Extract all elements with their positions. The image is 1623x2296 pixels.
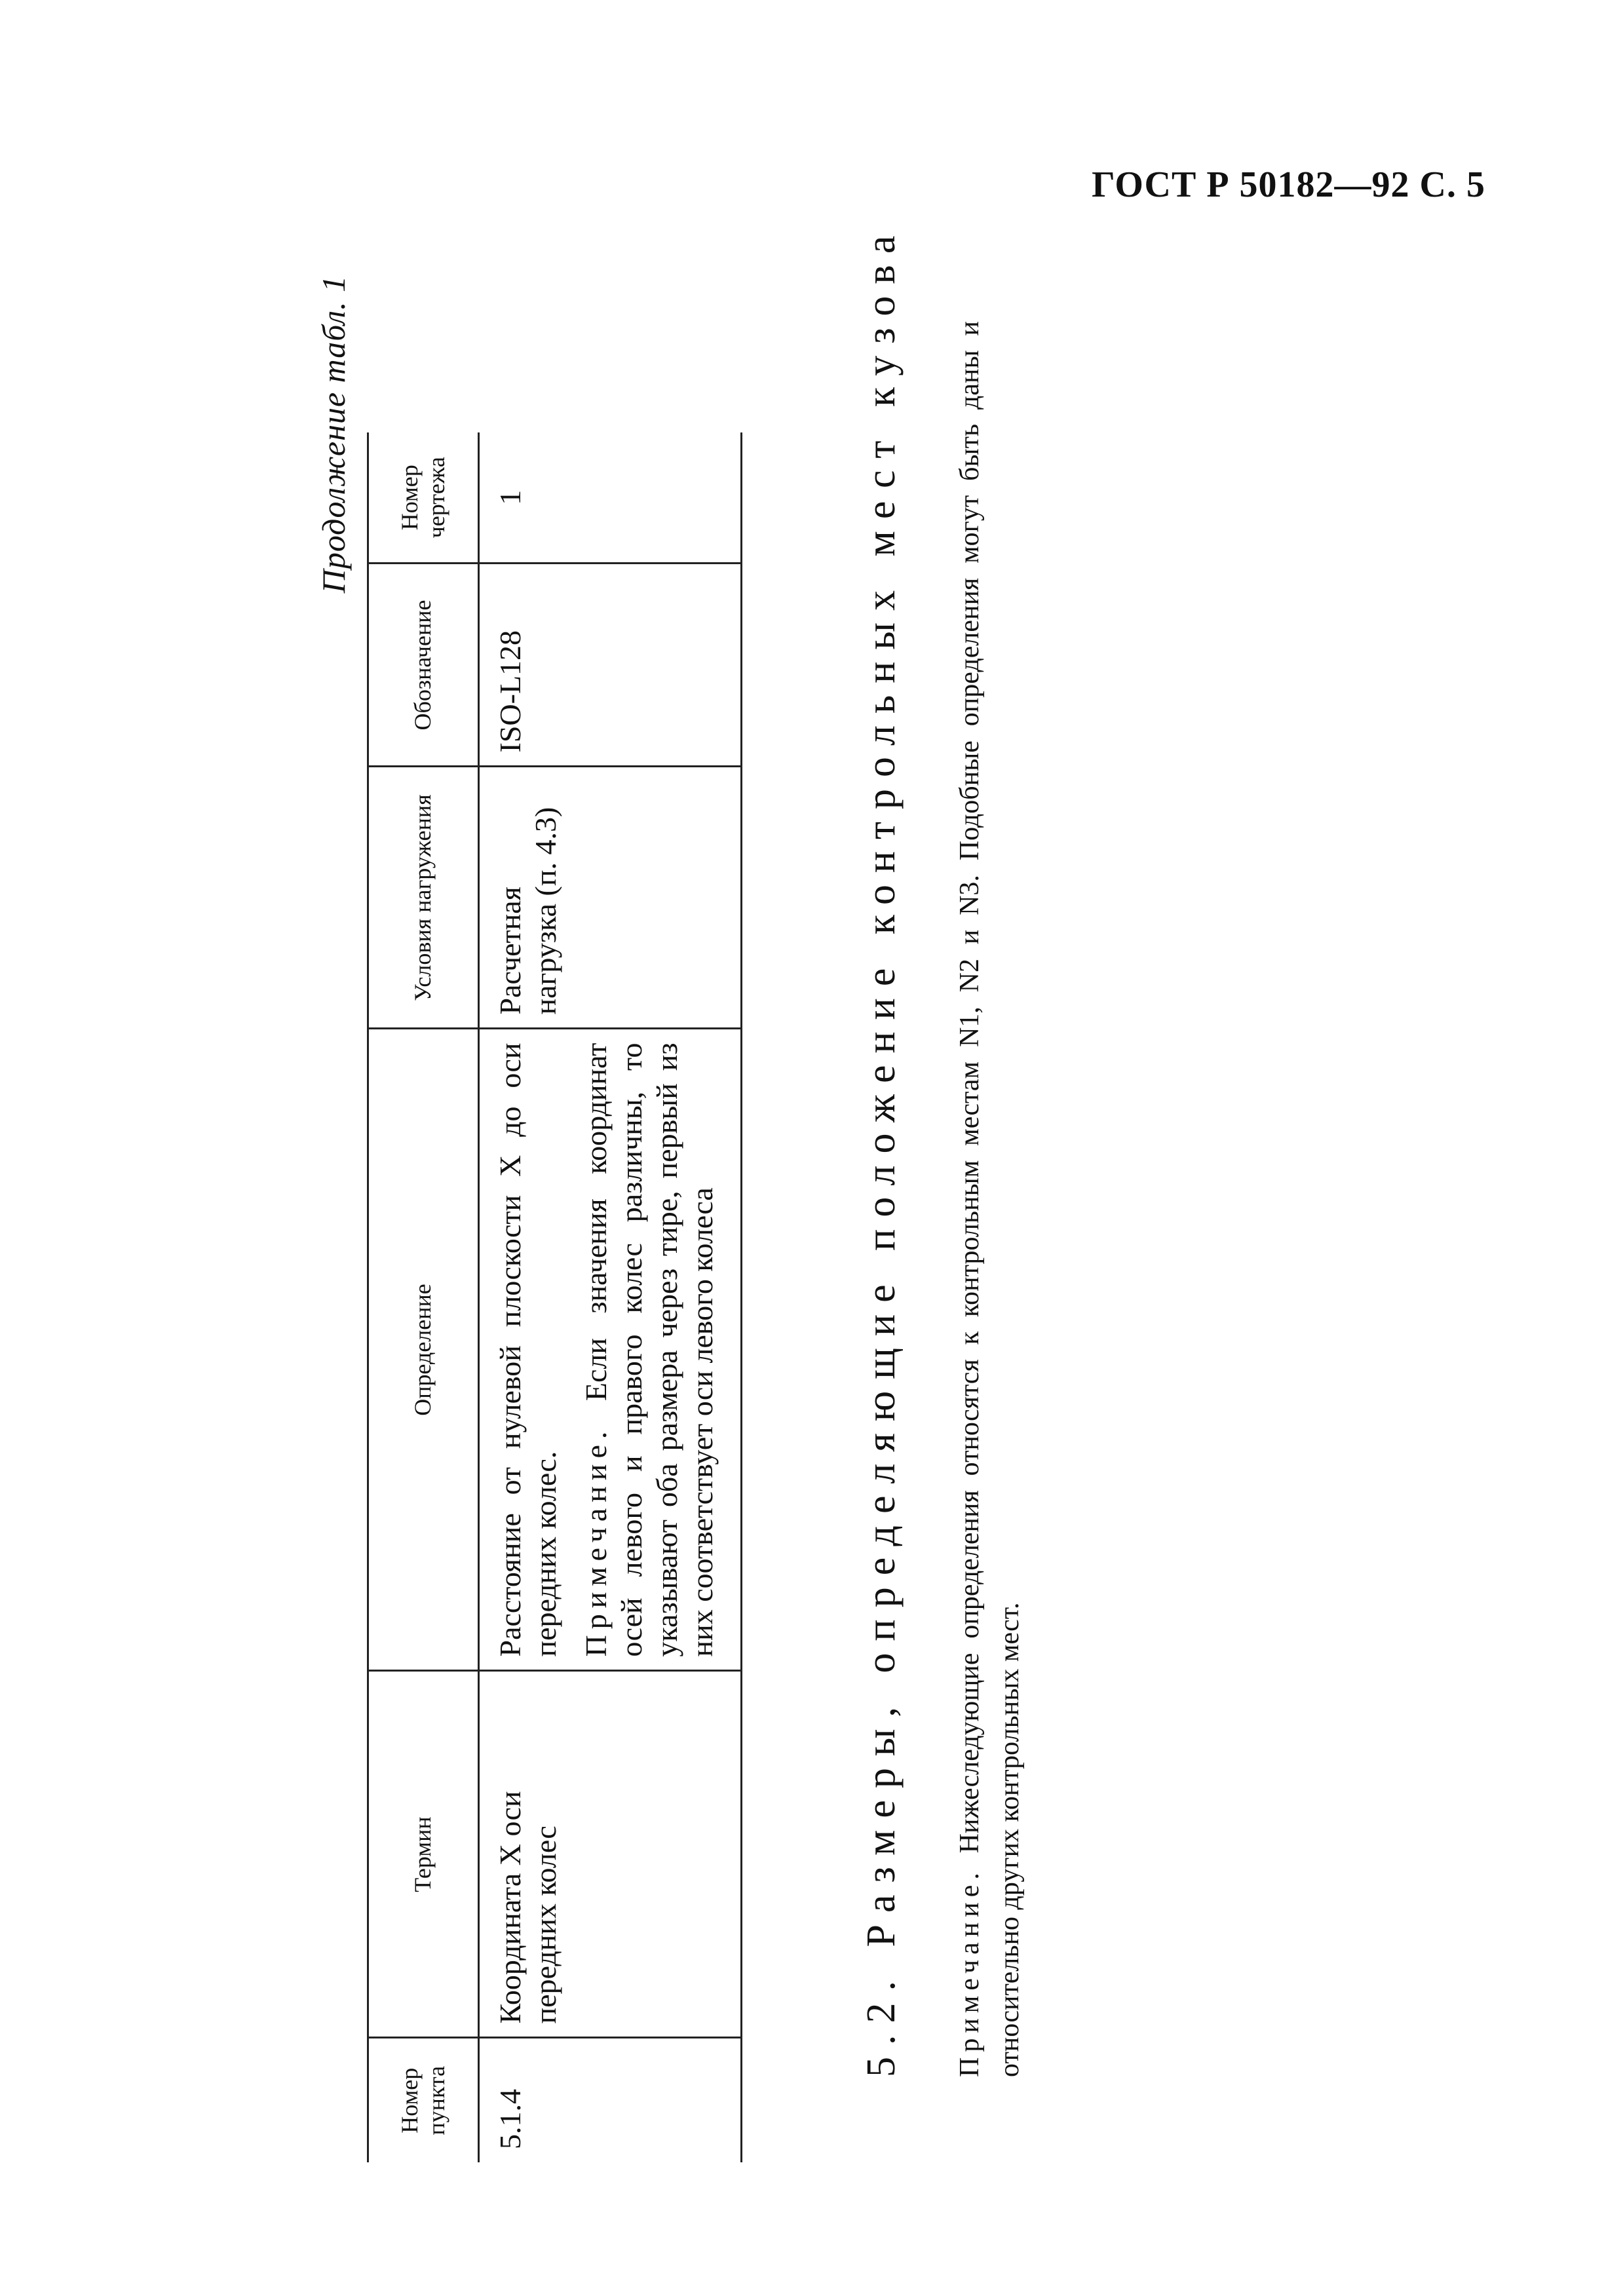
page-header: ГОСТ Р 50182—92 С. 5 (1092, 164, 1485, 205)
table-continuation-label: Продолжение табл. 1 (315, 275, 352, 594)
section-heading (858, 224, 905, 2077)
rotated-content (315, 223, 1166, 2162)
cell-term: Координата X оси передних колес (479, 1671, 742, 2038)
definition-text: Расстояние от нулевой плоскости X до оси передних колес. (493, 1043, 563, 1657)
cell-number: 5.1.4 (479, 2038, 742, 2162)
note-text: Если значения координат осей левого и правого колес различны, то указывают оба размера через тире, первый из них соответствует оси левого колеса (579, 1043, 719, 1657)
note-label: Примечание. (579, 1425, 613, 1657)
section-title: Размеры, определяющие положение контрольных мест кузова (859, 223, 904, 1947)
column-header-number: Номер пункта (368, 2038, 479, 2162)
column-header-conditions: Условия нагружения (368, 767, 479, 1029)
definition-note (579, 1043, 721, 1657)
cell-drawing: 1 (479, 432, 742, 564)
cell-designation: ISO-L128 (479, 564, 742, 767)
terms-table (367, 432, 742, 2162)
section-note-label: Примечание. (955, 1867, 985, 2077)
section-number: 5.2. (859, 1969, 904, 2077)
column-header-drawing: Номер чертежа (368, 432, 479, 564)
table-row (479, 432, 742, 2162)
column-header-designation: Обозначение (368, 564, 479, 767)
table-header-row (368, 432, 479, 2162)
column-header-term: Термин (368, 1671, 479, 2038)
cell-conditions: Расчетная нагрузка (п. 4.3) (479, 767, 742, 1029)
section-note-text: Нижеследующие определения относятся к контрольным местам N1, N2 и N3. Подобные определения могут быть даны и относительно других контрольных мест. (955, 320, 1025, 2077)
column-header-definition: Определение (368, 1029, 479, 1671)
cell-definition (479, 1029, 742, 1671)
section-note (950, 321, 1030, 2077)
